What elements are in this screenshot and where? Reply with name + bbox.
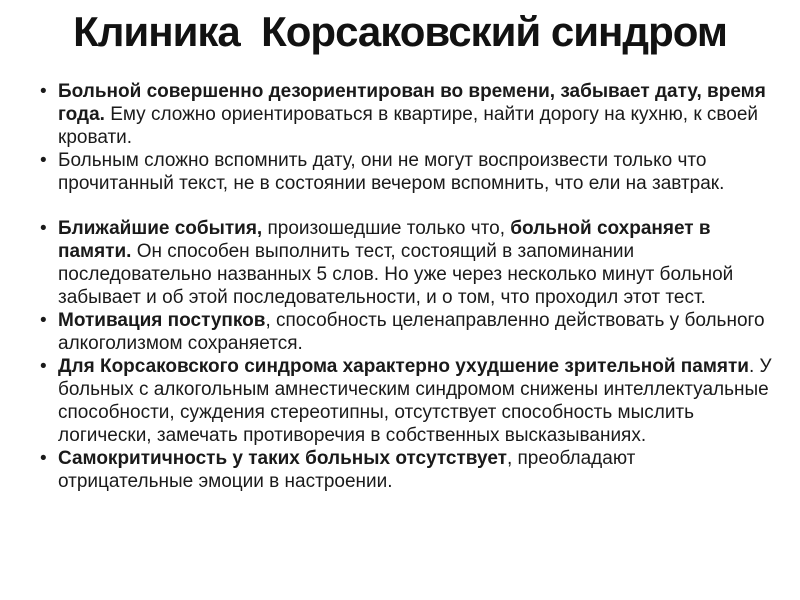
bullet-text-run: Больной совершенно дезориентирован во времени, забывает дату, время года.: [58, 81, 766, 126]
bullet-text: [58, 310, 765, 354]
bullet-icon: •: [40, 448, 47, 470]
bullet-icon: •: [40, 150, 47, 172]
bullet-text-run: , преобладают отрицательные эмоции в настроении.: [58, 448, 636, 493]
bullet-text-run: произошедшие только что,: [262, 218, 511, 240]
bullet-text: [58, 218, 733, 308]
bullet-text: [58, 356, 772, 446]
bullet-icon: •: [40, 356, 47, 378]
list-item: [38, 217, 774, 309]
bullet-icon: •: [40, 81, 47, 103]
bullet-text-run: Ближайшие события,: [58, 218, 263, 240]
bullet-text: [58, 448, 635, 492]
list-item: [38, 355, 774, 447]
slide-title: Клиника Корсаковский синдром: [73, 8, 727, 55]
bullet-text-run: Он способен выполнить тест, состоящий в запоминании последовательно названных 5 слов. Но уже через несколько минут больной забывает и об этой последовательности, и о том, что проходил этот тест.: [58, 241, 734, 309]
list-item: [38, 309, 774, 355]
bullet-text-run: Ему сложно ориентироваться в квартире, найти дорогу на кухню, к своей кровати.: [58, 104, 759, 149]
list-item: [38, 447, 774, 493]
bullet-icon: •: [40, 218, 47, 240]
bullet-text-run: Больным сложно вспомнить дату, они не могут воспроизвести только что прочитанный текст, не в состоянии вечером вспомнить, что ели на завтрак.: [58, 150, 725, 195]
bullet-text-run: , способность целенаправленно действовать у больного алкоголизмом сохраняется.: [58, 310, 765, 355]
bullet-text-run: . У больных с алкогольным амнестическим синдромом снижены интеллектуальные способности, суждения стереотипны, отсутствует способность мыслить логически, замечать противоречия в собственных высказываниях.: [58, 356, 772, 447]
bullet-text-run: Для Корсаковского синдрома характерно ухудшение зрительной памяти: [58, 356, 749, 378]
list-item: [38, 80, 774, 149]
bullet-text-run: Самокритичность у таких больных отсутствует: [58, 448, 507, 470]
bullet-text: [58, 150, 724, 194]
list-item: [38, 149, 774, 195]
bullet-icon: •: [40, 310, 47, 332]
bullet-text-run: Мотивация поступков: [58, 310, 266, 332]
bullet-text-run: больной сохраняет в памяти.: [58, 218, 711, 263]
bullet-text: [58, 81, 766, 148]
bullet-list: [38, 80, 774, 493]
